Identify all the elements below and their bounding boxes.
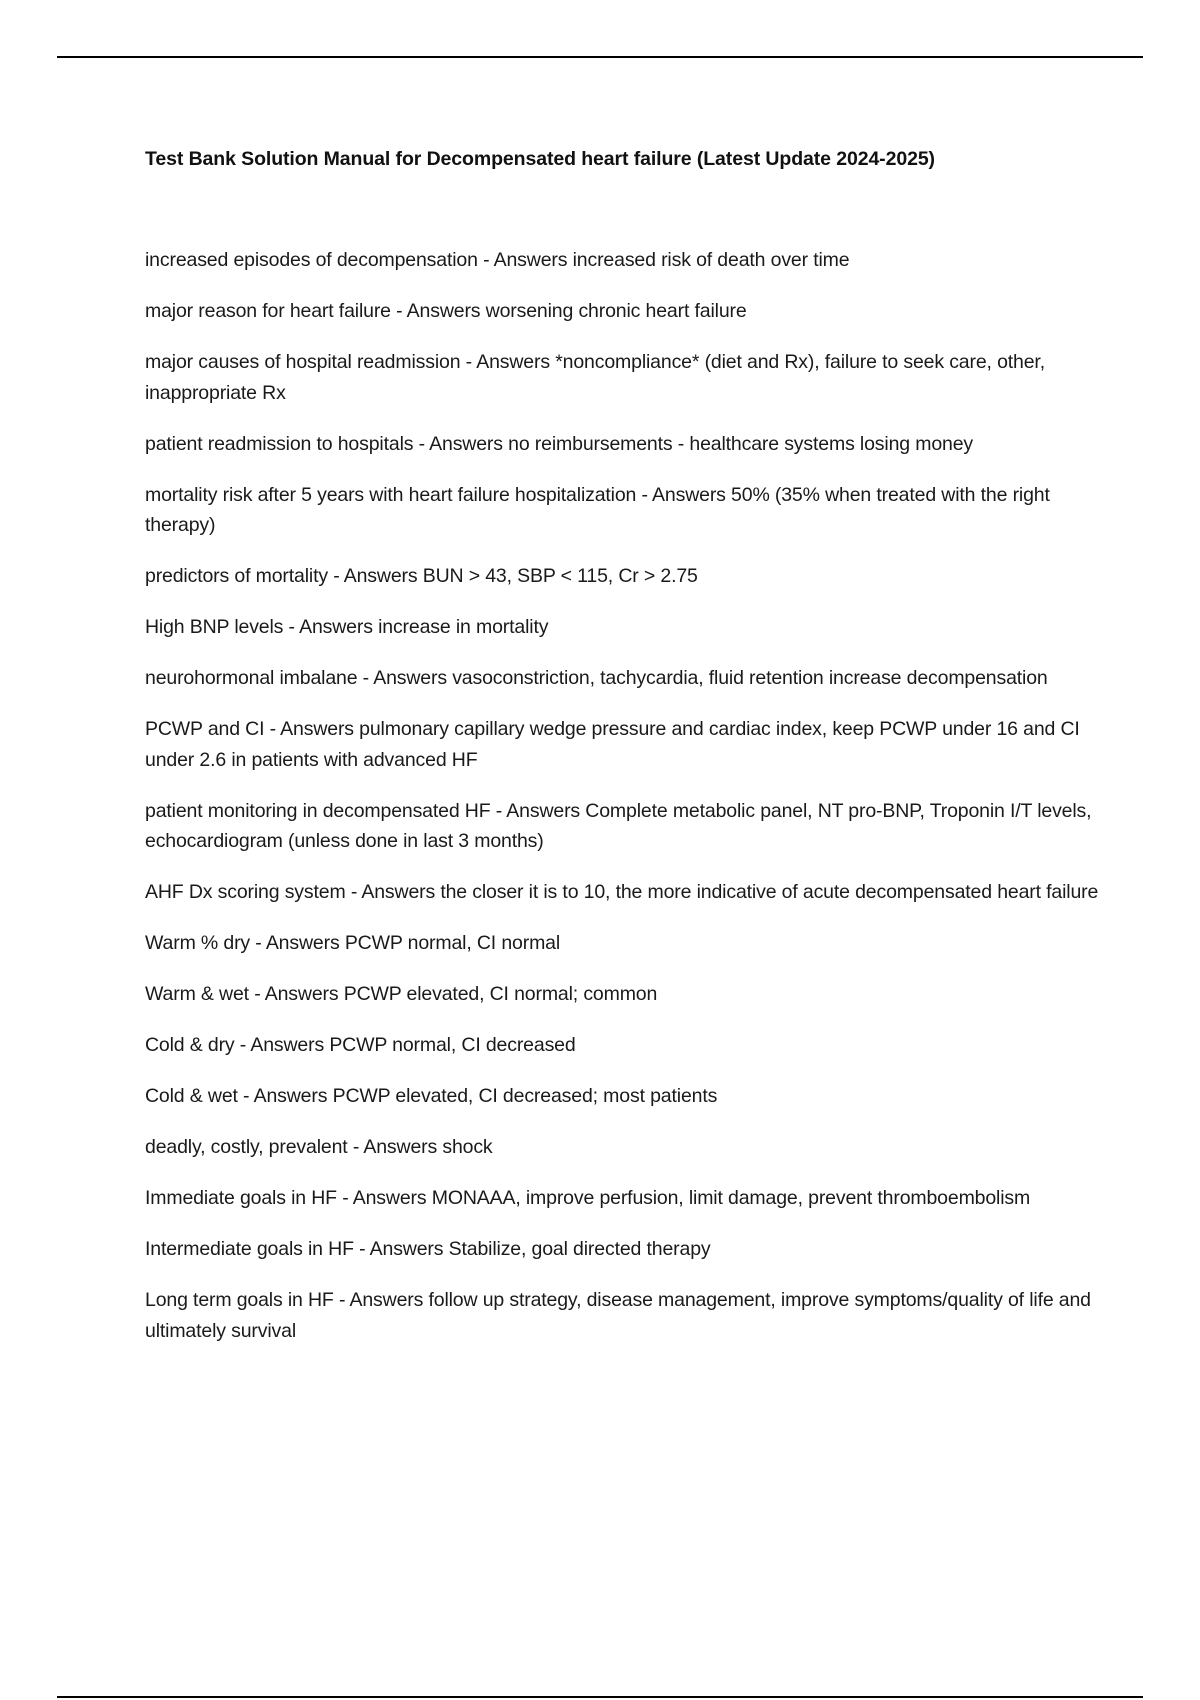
qa-entry-10: patient monitoring in decompensated HF - Answers Complete metabolic panel, NT pro-BNP, Troponin I/T levels, echocardiogram (unless done in last 3 months) (145, 799, 1092, 852)
qa-entry-5: mortality risk after 5 years with heart failure hospitalization - Answers 50% (35% when treated with the right therapy) (145, 483, 1050, 536)
qa-entry-8: neurohormonal imbalane - Answers vasoconstriction, tachycardia, fluid retention increase decompensation (145, 667, 1048, 689)
footer-divider (57, 1696, 1143, 1698)
document-title: Test Bank Solution Manual for Decompensated heart failure (Latest Update 2024-2025) (145, 148, 935, 170)
qa-entry-16: deadly, costly, prevalent - Answers shock (145, 1136, 493, 1158)
qa-entry-14: Cold & dry - Answers PCWP normal, CI decreased (145, 1034, 576, 1056)
qa-entry-9: PCWP and CI - Answers pulmonary capillary wedge pressure and cardiac index, keep PCWP under 16 and CI under 2.6 in patients with advanced HF (145, 718, 1080, 771)
qa-entry-7: High BNP levels - Answers increase in mortality (145, 616, 549, 638)
document-body (145, 145, 1100, 1367)
qa-entry-19: Long term goals in HF - Answers follow up strategy, disease management, improve symptoms/quality of life and ultimately survival (145, 1289, 1091, 1342)
qa-entry-4: patient readmission to hospitals - Answers no reimbursements - healthcare systems losing money (145, 432, 974, 455)
qa-entry-3: major causes of hospital readmission - Answers *noncompliance* (diet and Rx), failure to seek care, other, inappropriate Rx (145, 351, 1045, 404)
qa-entry-17: Immediate goals in HF - Answers MONAAA, improve perfusion, limit damage, prevent thromboembolism (145, 1187, 1031, 1209)
qa-entry-18: Intermediate goals in HF - Answers Stabilize, goal directed therapy (145, 1238, 711, 1260)
qa-entry-1: increased episodes of decompensation - Answers increased risk of death over time (145, 249, 850, 271)
qa-entry-11: AHF Dx scoring system - Answers the closer it is to 10, the more indicative of acute decompensated heart failure (145, 881, 1099, 903)
qa-entry-13: Warm & wet - Answers PCWP elevated, CI normal; common (145, 983, 658, 1005)
qa-entry-15: Cold & wet - Answers PCWP elevated, CI decreased; most patients (145, 1085, 718, 1107)
qa-entry-2: major reason for heart failure - Answers worsening chronic heart failure (145, 300, 747, 322)
qa-entry-12: Warm % dry - Answers PCWP normal, CI normal (145, 932, 561, 954)
qa-entry-6: predictors of mortality - Answers BUN > 43, SBP < 115, Cr > 2.75 (145, 565, 698, 587)
header-divider (57, 56, 1143, 58)
